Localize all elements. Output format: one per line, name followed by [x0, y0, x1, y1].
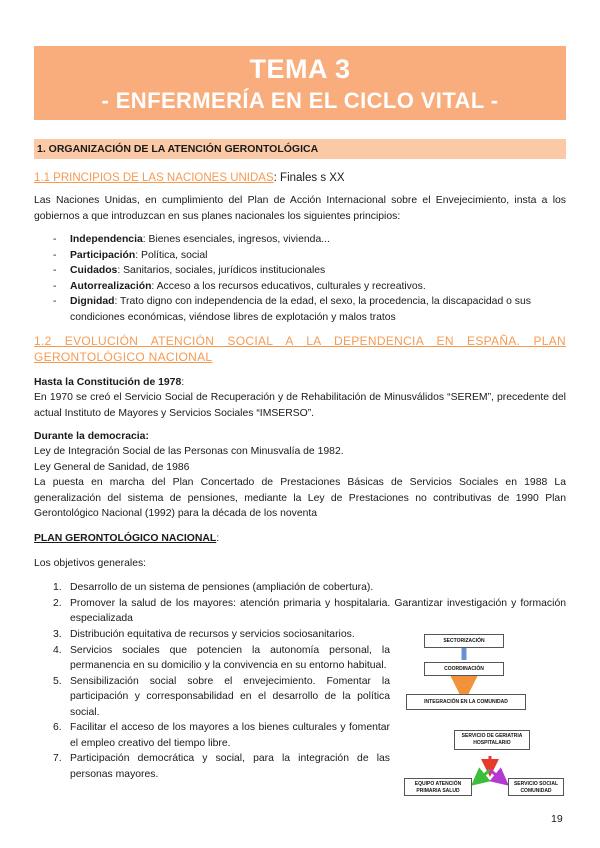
list-item	[34, 263, 566, 279]
objectives-list	[34, 580, 566, 627]
list-item: 5. Sensibilización social sobre el envejecimiento. Fomentar la participación y corresponsabilidad en el desarrollo de la política social.	[53, 675, 390, 718]
box-social: SERVICIO SOCIAL COMUNIDAD	[508, 778, 564, 796]
box-sectorizacion: SECTORIZACIÓN	[424, 634, 504, 648]
page-number: 19	[551, 813, 563, 825]
plan-intro: Los objetivos generales:	[34, 558, 147, 569]
list-item: 6. Facilitar el acceso de los mayores a los bienes culturales y fomentar el empleo creativo del tiempo libre.	[53, 722, 390, 749]
principle-text: : Sanitarios, sociales, jurídicos institucionales	[117, 265, 326, 276]
page-title: TEMA 3	[249, 54, 351, 84]
list-item	[34, 294, 566, 325]
principle-term: Dignidad	[70, 296, 115, 307]
plan-heading	[34, 531, 566, 547]
subsection-heading-1-1	[34, 170, 566, 186]
list-item	[34, 232, 566, 248]
list-item: 7. Participación democrática y social, para la integración de las personas mayores.	[53, 753, 390, 780]
title-banner	[34, 46, 566, 120]
democracia-line: Ley de Integración Social de las Personas con Minusvalía de 1982.	[34, 446, 344, 457]
box-equipo: EQUIPO ATENCIÓN PRIMARIA SALUD	[404, 778, 472, 796]
list-item: 1. Desarrollo de un sistema de pensiones (ampliación de cobertura).	[53, 582, 374, 593]
diagram-arrows	[398, 628, 564, 802]
hasta-title: Hasta la Constitución de 1978	[34, 377, 182, 388]
principle-text: : Acceso a los recursos educativos, culturales y recreativos.	[151, 280, 426, 292]
subsection-suffix: : Finales s XX	[273, 172, 345, 184]
box-geriatria: SERVICIO DE GERIATRIA HOSPITALARIO	[454, 730, 530, 750]
plan-colon: :	[216, 533, 220, 544]
principle-term: Autorrealización	[70, 280, 152, 292]
principle-text: : Bienes esenciales, ingresos, vivienda...	[142, 234, 330, 245]
hasta-colon: :	[181, 377, 185, 388]
principle-term: Participación	[70, 249, 136, 261]
principles-list	[34, 232, 566, 325]
box-integracion: INTEGRACIÓN EN LA COMUNIDAD	[406, 694, 526, 710]
plan-title: PLAN GERONTOLÓGICO NACIONAL	[34, 533, 217, 544]
subsection-title: 1.1 PRINCIPIOS DE LAS NACIONES UNIDAS	[34, 172, 274, 184]
page-subtitle: - ENFERMERÍA EN EL CICLO VITAL -	[101, 88, 499, 113]
principle-text: : Trato digno con independencia de la edad, el sexo, la procedencia, la discapacidad o sus condiciones económicas, viéndose libres de explotación y malos tratos	[70, 296, 531, 323]
principle-text: : Política, social	[135, 249, 208, 261]
list-item: 4. Servicios sociales que potencien la autonomía personal, la permanencia en su domicilio y la convivencia en su entorno habitual.	[53, 644, 390, 671]
hasta-heading	[34, 375, 566, 391]
arrow-green	[478, 770, 490, 780]
hasta-paragraph: En 1970 se creó el Servicio Social de Recuperación y de Rehabilitación de Minusválidos “SEREM”, precedente del actual Instituto de Mayores y Servicios Sociales “IMSERSO”.	[34, 392, 566, 419]
principle-term: Cuidados	[70, 265, 118, 276]
arrow-purple	[490, 770, 502, 780]
box-coordinacion: COORDINACIÓN	[424, 662, 504, 676]
list-item	[34, 248, 566, 264]
section-heading: 1. ORGANIZACIÓN DE LA ATENCIÓN GERONTOLÓGICA	[34, 139, 566, 159]
democracia-line: La puesta en marcha del Plan Concertado de Prestaciones Básicas de Servicios Sociales en 1988 La generalización del sistema de pensiones, mediante la Ley de Prestaciones no contributivas de 1990 Plan Gerontológico Nacional (1992) para la década de los noventa	[34, 477, 566, 519]
democracia-heading: Durante la democracia:	[34, 431, 149, 442]
democracia-line: Ley General de Sanidad, de 1986	[34, 462, 190, 473]
organization-diagram	[398, 628, 564, 802]
list-item: 3. Distribución equitativa de recursos y servicios sociosanitarios.	[53, 629, 355, 640]
intro-paragraph: Las Naciones Unidas, en cumplimiento del Plan de Acción Internacional sobre el Envejecimiento, insta a los gobiernos a que introduzcan en sus planes nacionales los siguientes principios:	[34, 195, 566, 222]
principle-term: Independencia	[70, 234, 143, 245]
subsection-heading-1-2: 1.2 EVOLUCIÓN ATENCIÓN SOCIAL A LA DEPENDENCIA EN ESPAÑA. PLAN GERONTOLÓGICO NACIONAL	[34, 334, 566, 364]
objectives-list-narrow	[34, 627, 390, 782]
list-item: 2. Promover la salud de los mayores: atención primaria y hospitalaria. Garantizar investigación y formación especializada	[53, 597, 566, 624]
list-item	[34, 279, 566, 295]
